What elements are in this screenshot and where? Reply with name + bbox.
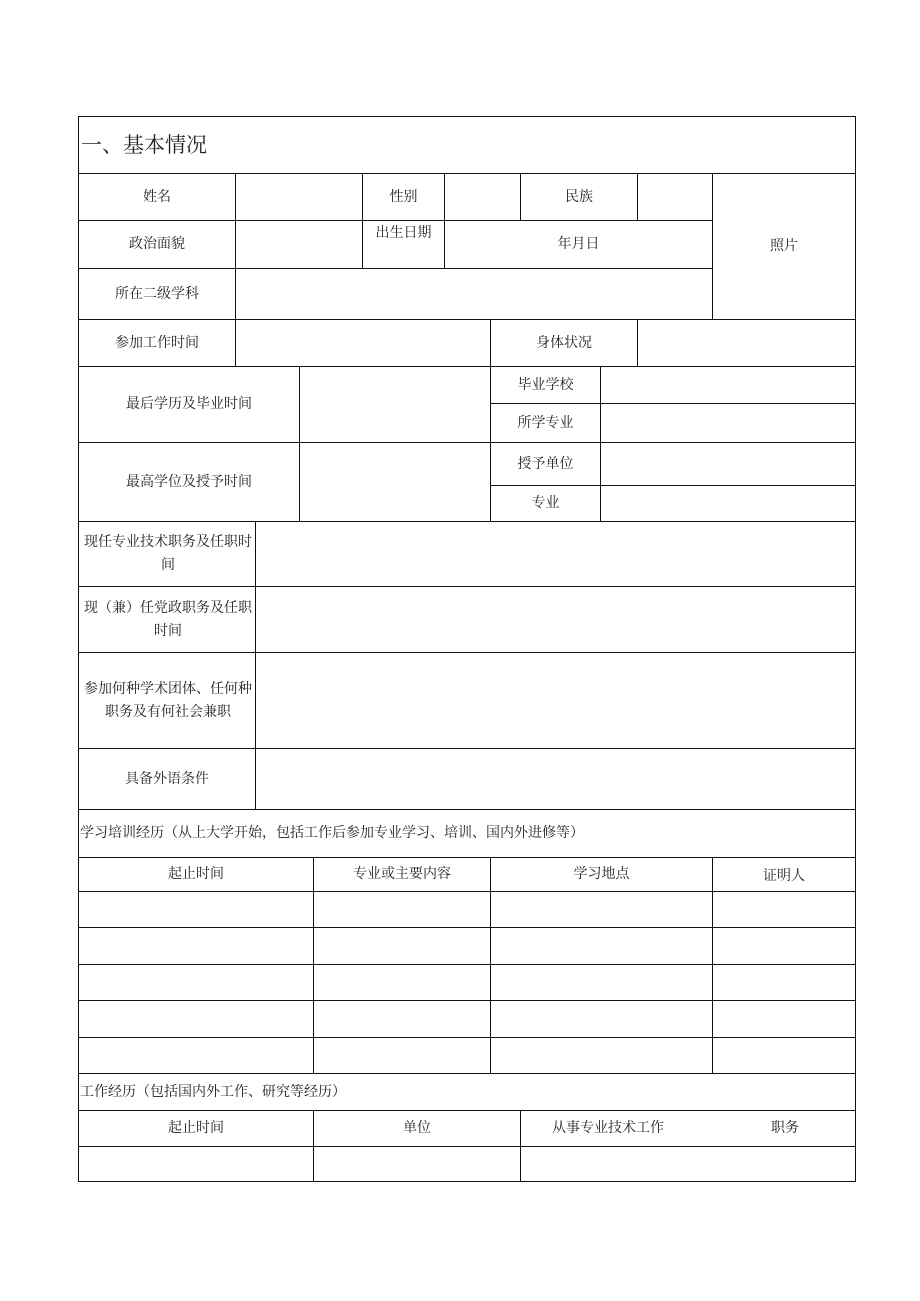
- study-heading: 学习培训经历（从上大学开始，包括工作后参加专业学习、培训、国内外进修等）: [80, 825, 584, 841]
- work-col-unit: 单位: [403, 1120, 431, 1136]
- label-foreign-language: 具备外语条件: [125, 770, 209, 787]
- major-studied-field[interactable]: [601, 404, 855, 442]
- label-health: 身体状况: [536, 334, 592, 351]
- highest-degree-field[interactable]: [300, 443, 490, 521]
- study-row[interactable]: [79, 928, 855, 964]
- study-col-witness: 证明人: [763, 868, 805, 884]
- gender-field[interactable]: [445, 174, 520, 220]
- current-title-field[interactable]: [256, 522, 855, 586]
- work-row[interactable]: [79, 1147, 855, 1181]
- label-name: 姓名: [143, 188, 171, 205]
- work-col-period: 起止时间: [168, 1120, 224, 1136]
- work-heading: 工作经历（包括国内外工作、研究等经历）: [80, 1083, 346, 1100]
- section-title: 一、基本情况: [81, 132, 207, 157]
- study-row[interactable]: [79, 965, 855, 1000]
- label-gender: 性别: [389, 188, 418, 205]
- work-col-specialty: 从事专业技术工作: [552, 1120, 664, 1136]
- degree-major-field[interactable]: [601, 486, 855, 521]
- study-row[interactable]: [79, 892, 855, 927]
- grad-school-field[interactable]: [601, 367, 855, 403]
- name-field[interactable]: [236, 174, 362, 220]
- label-photo[interactable]: 照片: [770, 238, 798, 254]
- study-col-period: 起止时间: [168, 866, 224, 882]
- label-degree-grantor: 授予单位: [517, 455, 574, 472]
- work-start-field[interactable]: [236, 320, 490, 366]
- ethnicity-field[interactable]: [638, 174, 712, 220]
- label-last-education: 最后学历及毕业时间: [126, 396, 252, 412]
- label-birth-date: 出生日期: [375, 225, 432, 241]
- study-row[interactable]: [79, 1001, 855, 1037]
- study-col-content: 专业或主要内容: [353, 866, 451, 882]
- rule-right: [855, 116, 856, 1182]
- label-work-start: 参加工作时间: [115, 334, 199, 351]
- label-discipline: 所在二级学科: [115, 285, 199, 302]
- party-post-field[interactable]: [256, 587, 855, 652]
- label-degree-major: 专业: [531, 495, 560, 511]
- label-grad-school: 毕业学校: [517, 376, 574, 393]
- health-field[interactable]: [638, 320, 855, 366]
- label-highest-degree: 最高学位及授予时间: [126, 473, 252, 490]
- last-education-field[interactable]: [300, 367, 490, 442]
- work-col-position: 职务: [771, 1120, 799, 1136]
- birth-date-field[interactable]: 年月日: [557, 236, 600, 252]
- academic-bodies-field[interactable]: [256, 653, 855, 748]
- label-major-studied: 所学专业: [517, 414, 574, 431]
- label-current-title: 现任专业技术职务及任职时间: [84, 534, 252, 573]
- label-party-post: 现（兼）任党政职务及任职时间: [84, 599, 252, 639]
- degree-grantor-field[interactable]: [601, 443, 855, 485]
- label-ethnicity: 民族: [565, 188, 593, 205]
- label-academic-bodies: 参加何种学术团体、任何种职务及有何社会兼职: [84, 680, 252, 720]
- discipline-field[interactable]: [236, 269, 712, 319]
- study-col-place: 学习地点: [573, 866, 630, 882]
- political-status-field[interactable]: [236, 221, 362, 268]
- label-political-status: 政治面貌: [129, 236, 185, 252]
- rule-bottom: [78, 1181, 856, 1182]
- foreign-language-field[interactable]: [256, 749, 855, 809]
- study-row[interactable]: [79, 1038, 855, 1073]
